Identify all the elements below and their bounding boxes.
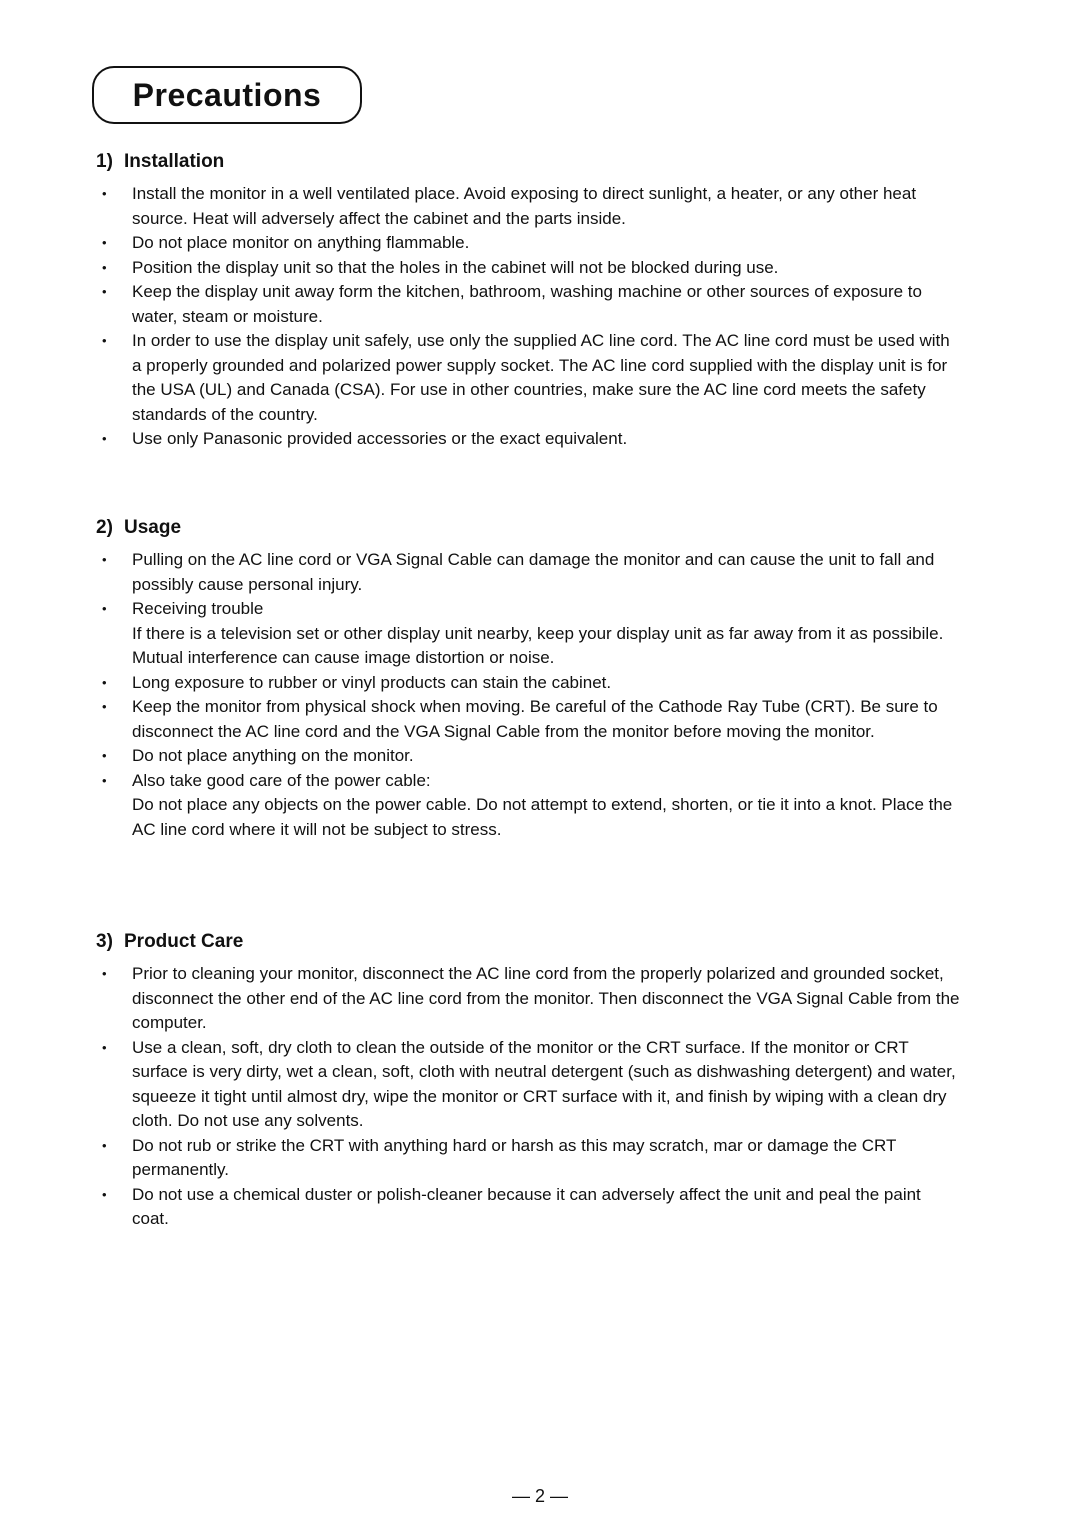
list-item: • Pulling on the AC line cord or VGA Signal Cable can damage the monitor and can cause the unit to fall and possibly cause personal injury. — [96, 548, 960, 597]
bullet-list — [96, 182, 960, 452]
list-item: • Do not rub or strike the CRT with anything hard or harsh as this may scratch, mar or damage the CRT permanently. — [96, 1134, 960, 1183]
list-item: • Use only Panasonic provided accessories or the exact equivalent. — [96, 427, 960, 452]
list-item: • Do not place monitor on anything flammable. — [96, 231, 960, 256]
section-usage — [96, 514, 960, 842]
section-title: Installation — [124, 151, 225, 172]
list-item-label: • Receiving trouble — [132, 599, 264, 618]
list-item: • Keep the monitor from physical shock when moving. Be careful of the Cathode Ray Tube (CRT). Be sure to disconnect the AC line cord and the VGA Signal Cable from the monitor before moving the monitor. — [96, 695, 960, 744]
list-item: • Keep the display unit away form the kitchen, bathroom, washing machine or other sources of exposure to water, steam or moisture. — [96, 280, 960, 329]
bullet-list — [96, 548, 960, 842]
list-item: • Do not use a chemical duster or polish-cleaner because it can adversely affect the unit and peal the paint coat. — [96, 1183, 960, 1232]
section-heading — [96, 148, 960, 176]
section-heading — [96, 928, 960, 956]
list-item: • Position the display unit so that the holes in the cabinet will not be blocked during use. — [96, 256, 960, 281]
list-item: • In order to use the display unit safely, use only the supplied AC line cord. The AC line cord must be used with a properly grounded and polarized power supply socket. The AC line cord supplied with the display unit is for the USA (UL) and Canada (CSA). For use in other countries, make sure the AC line cord meets the safety standards of the country. — [96, 329, 960, 427]
page-title: Precautions — [132, 76, 322, 113]
list-item-label: • Also take good care of the power cable: — [132, 770, 431, 790]
section-title: Usage — [124, 517, 182, 538]
list-item: • Install the monitor in a well ventilated place. Avoid exposing to direct sunlight, a heater, or any other heat source. Heat will adversely affect the cabinet and the parts inside. — [96, 182, 960, 231]
section-number: 1) — [96, 151, 113, 172]
bullet-list — [96, 962, 960, 1232]
list-item: • Prior to cleaning your monitor, disconnect the AC line cord from the properly polarized and grounded socket, disconnect the other end of the AC line cord from the monitor. Then disconnect the VGA Signal Cable from the computer. — [96, 962, 960, 1036]
section-heading — [96, 514, 960, 542]
list-item — [96, 769, 960, 843]
section-title: Product Care — [124, 931, 244, 952]
section-product-care — [96, 928, 960, 1232]
page-number: — 2 — — [511, 1486, 568, 1506]
section-number: 3) — [96, 931, 113, 952]
list-item: • Long exposure to rubber or vinyl products can stain the cabinet. — [96, 671, 960, 696]
list-item: • Do not place anything on the monitor. — [96, 744, 960, 769]
list-item-detail: Do not place any objects on the power cable. Do not attempt to extend, shorten, or tie it into a knot. Place the AC line cord where it will not be subject to stress. — [132, 795, 953, 839]
page-title-box — [92, 66, 362, 124]
section-number: 2) — [96, 517, 113, 538]
list-item: • Use a clean, soft, dry cloth to clean the outside of the monitor or the CRT surface. If the monitor or CRT surface is very dirty, wet a clean, soft, cloth with neutral detergent (such as dishwashing detergent) and water, squeeze it tight until almost dry, wipe the monitor or CRT surface with it, and finish by wiping with a clean dry cloth. Do not use any solvents. — [96, 1036, 960, 1134]
list-item-detail: If there is a television set or other display unit nearby, keep your display unit as far away from it as possibile. Mutual interference can cause image distortion or noise. — [132, 623, 944, 667]
section-installation — [96, 148, 960, 452]
list-item — [96, 597, 960, 671]
